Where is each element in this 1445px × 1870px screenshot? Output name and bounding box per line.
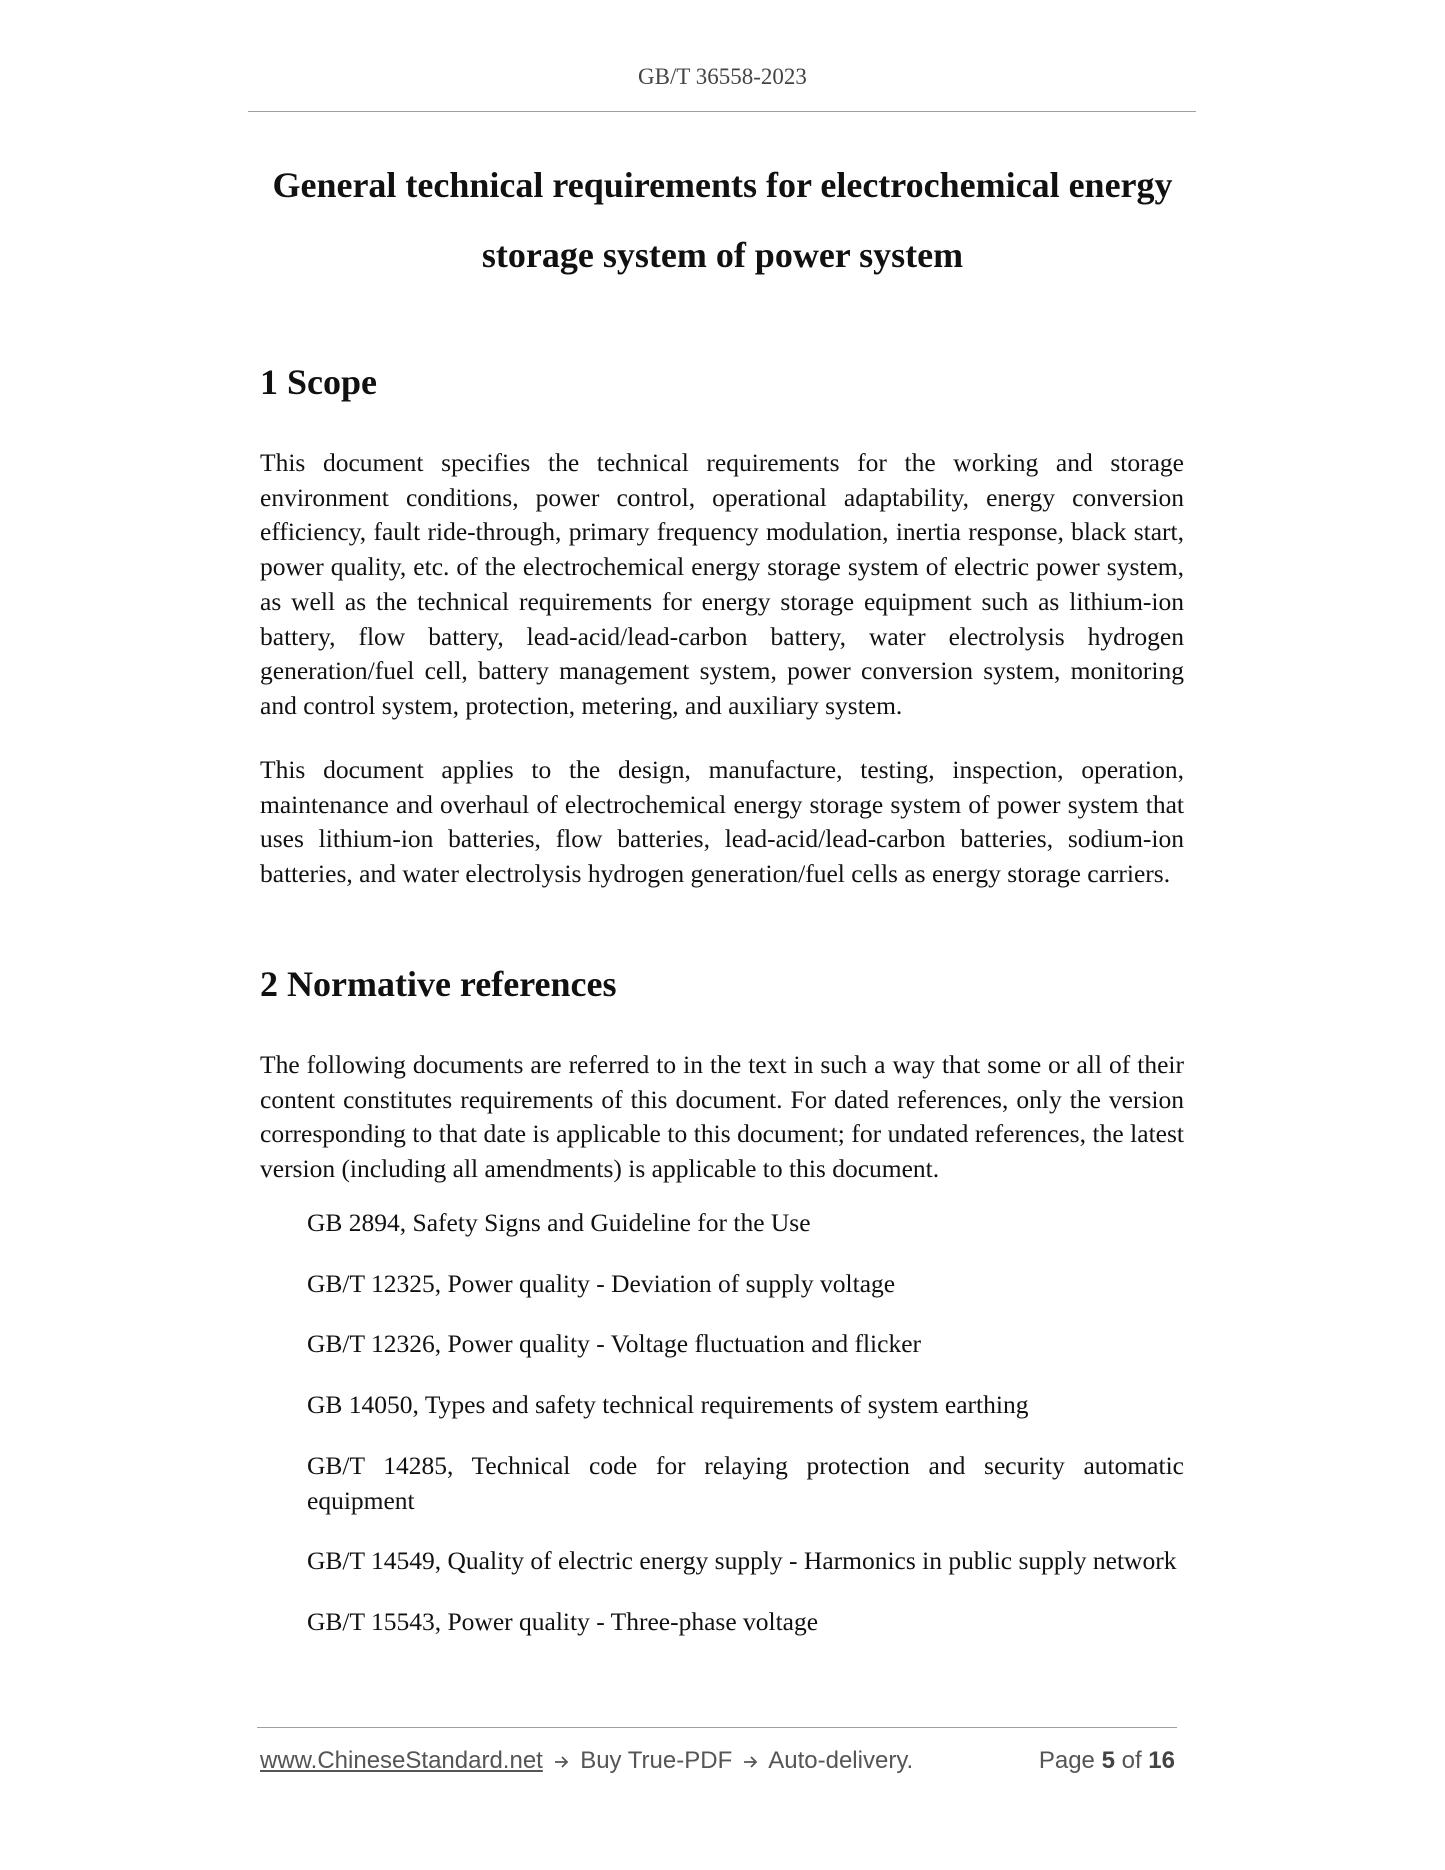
reference-item: GB 14050, Types and safety technical requirements of system earthing xyxy=(307,1390,1029,1420)
page-indicator xyxy=(1039,1747,1175,1775)
reference-item: GB 2894, Safety Signs and Guideline for the Use xyxy=(307,1208,811,1237)
title-line-2: storage system of power system xyxy=(481,235,964,275)
arrow-right-icon xyxy=(743,1755,759,1769)
section-2-heading: 2 Normative references xyxy=(260,964,617,1004)
footer-step-delivery: Auto-delivery. xyxy=(768,1747,914,1774)
current-page-number: 5 xyxy=(1101,1747,1115,1774)
section-1-heading: 1 Scope xyxy=(260,362,377,402)
footer-step-buy: Buy True-PDF xyxy=(580,1747,733,1774)
chinese-standard-link[interactable]: www.ChineseStandard.net xyxy=(260,1747,543,1774)
header-divider xyxy=(248,111,1196,112)
reference-item: GB/T 12326, Power quality - Voltage fluctuation and flicker xyxy=(307,1329,922,1359)
total-pages-number: 16 xyxy=(1148,1747,1175,1774)
footer-promo xyxy=(260,1747,913,1775)
reference-item: GB/T 14549, Quality of electric energy supply - Harmonics in public supply network xyxy=(307,1546,1177,1576)
arrow-right-icon xyxy=(554,1755,570,1769)
reference-item: GB/T 15543, Power quality - Three-phase voltage xyxy=(307,1606,819,1636)
of-label: of xyxy=(1121,1747,1142,1774)
header-standard-code: GB/T 36558-2023 xyxy=(638,64,807,89)
normative-references-intro: The following documents are referred to in the text in such a way that some or all of their content constitutes requirements of this document. For dated references, only the version corresponding to that date is applicable to this document; for undated references, the latest version (including all amendments) is applicable to this document. xyxy=(260,1050,1184,1184)
reference-list xyxy=(307,1206,1184,1666)
scope-paragraph-1: This document specifies the technical requirements for the working and storage environment conditions, power control, operational adaptability, energy conversion efficiency, fault ride-through, primary frequency modulation, inertia response, black start, power quality, etc. of the electrochemical energy storage system of electric power system, as well as the technical requirements for energy storage equipment such as lithium-ion battery, flow battery, lead-acid/lead-carbon battery, water electrolysis hydrogen generation/fuel cell, battery management system, power conversion system, monitoring and control system, protection, metering, and auxiliary system. xyxy=(260,448,1184,720)
title-line-1: General technical requirements for electrochemical energy xyxy=(272,165,1173,205)
page-footer xyxy=(260,1747,1175,1781)
reference-item: GB/T 14285, Technical code for relaying protection and security automatic equipment xyxy=(307,1450,1184,1515)
reference-item: GB/T 12325, Power quality - Deviation of supply voltage xyxy=(307,1268,896,1298)
footer-divider xyxy=(257,1727,1177,1728)
scope-paragraph-2: This document applies to the design, manufacture, testing, inspection, operation, maintenance and overhaul of electrochemical energy storage system of power system that uses lithium-ion batteries, flow batteries, lead-acid/lead-carbon batteries, sodium-ion batteries, and water electrolysis hydrogen generation/fuel cells as energy storage carriers. xyxy=(260,755,1184,889)
page-label: Page xyxy=(1038,1747,1095,1774)
document-title xyxy=(250,150,1195,290)
